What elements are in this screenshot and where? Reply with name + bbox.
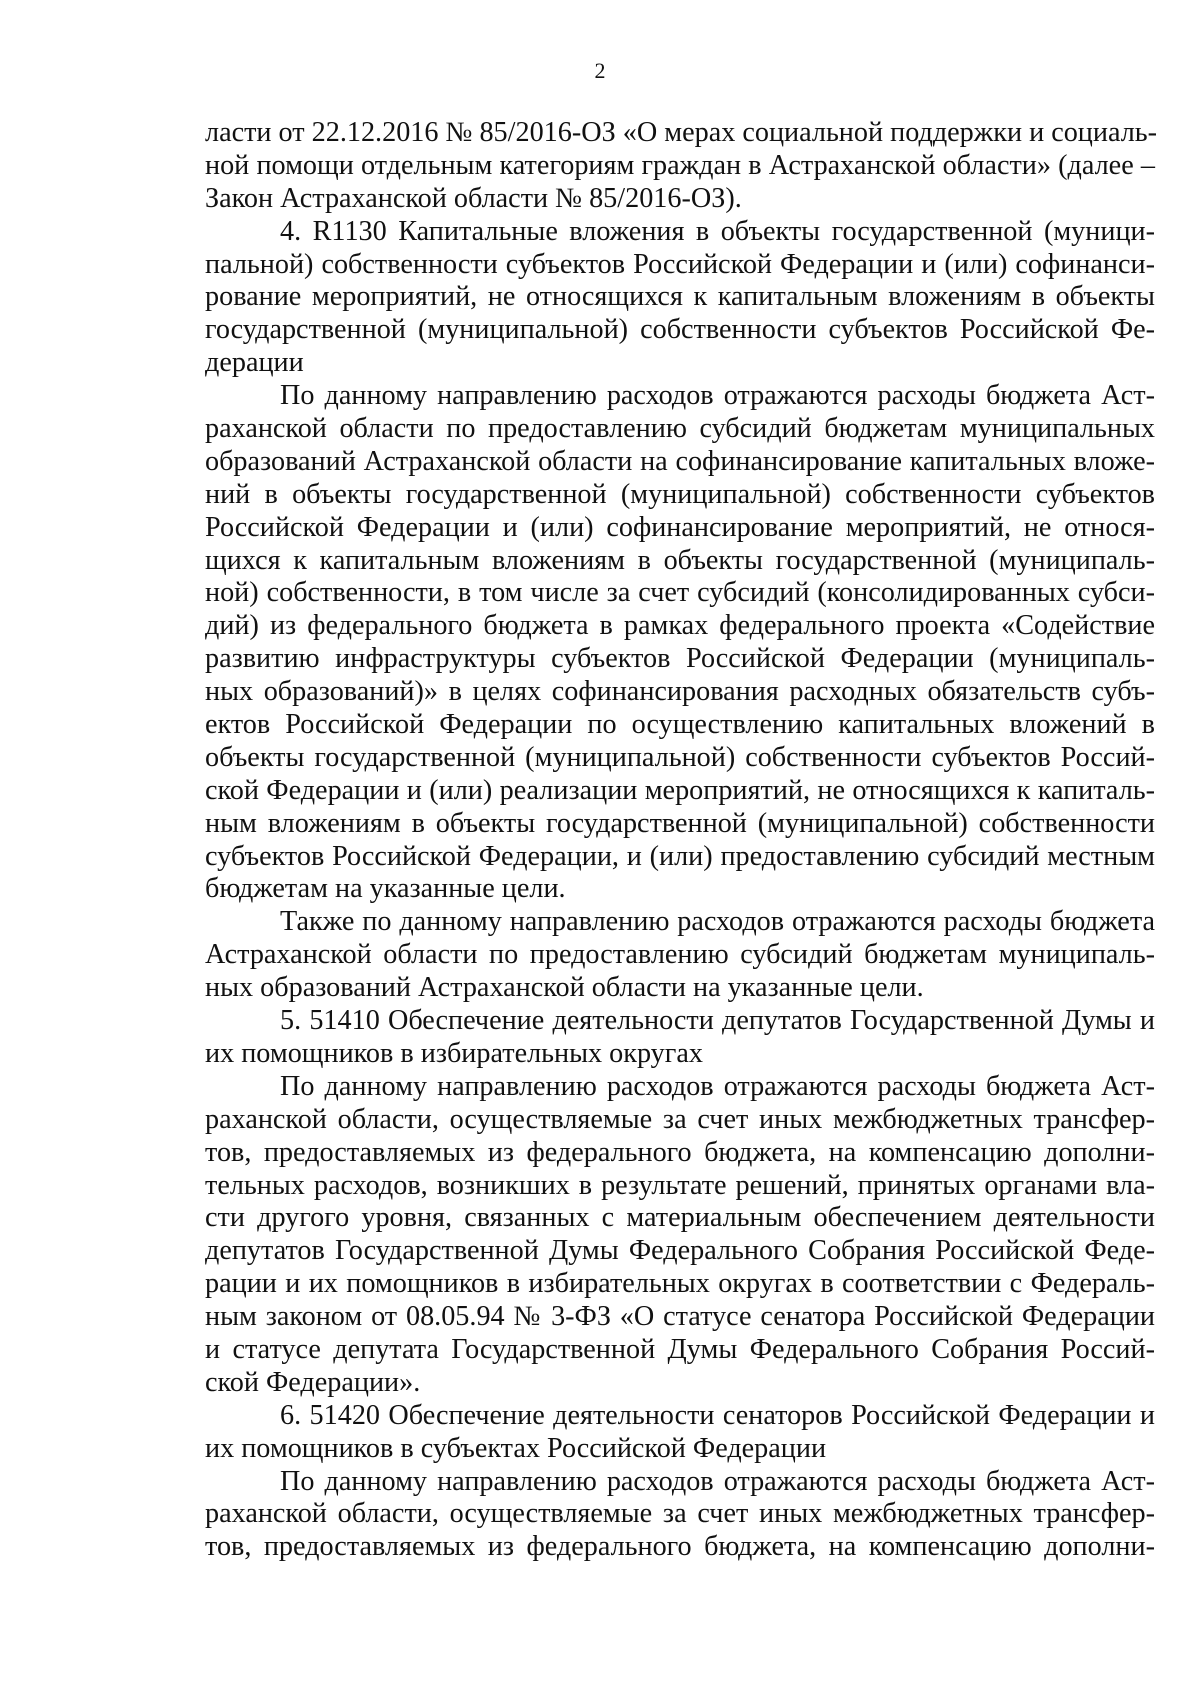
text-line: тельных расходов, возникших в результате решений, принятых органами вла- xyxy=(205,1169,1155,1201)
text-line: ным законом от 08.05.94 № 3-ФЗ «О статусе сенатора Российской Федерации xyxy=(205,1301,1155,1333)
text-line: рации и их помощников в избирательных округах в соответствии с Федераль- xyxy=(205,1268,1155,1300)
text-line: раханской области, осуществляемые за счет иных межбюджетных трансфер- xyxy=(205,1498,1155,1530)
text-line: объекты государственной (муниципальной) собственности субъектов Россий- xyxy=(205,741,1155,773)
text-line: тов, предоставляемых из федерального бюджета, на компенсацию дополни- xyxy=(205,1136,1155,1168)
section-heading-line: пальной) собственности субъектов Российской Федерации и (или) софинанси- xyxy=(205,248,1155,280)
text-line: ектов Российской Федерации по осуществлению капитальных вложений в xyxy=(205,709,1155,741)
section-heading-line: государственной (муниципальной) собственности субъектов Российской Фе- xyxy=(205,314,1155,346)
text-line: ской Федерации». xyxy=(205,1366,421,1398)
text-line: раханской области по предоставлению субсидий бюджетам муниципальных xyxy=(205,413,1155,445)
text-line: щихся к капитальным вложениям в объекты государственной (муниципаль- xyxy=(205,544,1155,576)
text-line: ской Федерации и (или) реализации мероприятий, не относящихся к капиталь- xyxy=(205,774,1155,806)
text-line: образований Астраханской области на софинансирование капитальных вложе- xyxy=(205,445,1155,477)
text-line: тов, предоставляемых из федерального бюджета, на компенсацию дополни- xyxy=(205,1531,1155,1563)
text-line: и статусе депутата Государственной Думы Федерального Собрания Россий- xyxy=(205,1333,1155,1365)
text-line: бюджетам на указанные цели. xyxy=(205,873,566,905)
text-line: ласти от 22.12.2016 № 85/2016-ОЗ «О мерах социальной поддержки и социаль- xyxy=(205,117,1158,148)
section-heading-line: 4. R1130 Капитальные вложения в объекты государственной (муници- xyxy=(280,215,1155,247)
section-heading-line: рование мероприятий, не относящихся к капитальным вложениям в объекты xyxy=(205,281,1155,313)
text-line: По данному направлению расходов отражаются расходы бюджета Аст- xyxy=(280,1465,1155,1497)
text-line: раханской области, осуществляемые за счет иных межбюджетных трансфер- xyxy=(205,1103,1155,1135)
text-line: ний в объекты государственной (муниципальной) собственности субъектов xyxy=(205,478,1155,510)
text-line: ных образований)» в целях софинансирования расходных обязательств субъ- xyxy=(205,676,1155,708)
section-heading-line: 6. 51420 Обеспечение деятельности сенаторов Российской Федерации и xyxy=(280,1399,1155,1431)
text-line: Российской Федерации и (или) софинансирование мероприятий, не относя- xyxy=(205,511,1155,543)
text-line: ной) собственности, в том числе за счет субсидий (консолидированных субси- xyxy=(205,577,1155,609)
section-heading-line: дерации xyxy=(205,347,304,379)
section-heading-line: их помощников в субъектах Российской Федерации xyxy=(205,1432,827,1464)
body-text xyxy=(205,117,1158,1564)
text-line: ной помощи отдельным категориям граждан в Астраханской области» (далее – xyxy=(205,149,1155,181)
text-line: развитию инфраструктуры субъектов Российской Федерации (муниципаль- xyxy=(205,643,1155,675)
text-line: Также по данному направлению расходов отражаются расходы бюджета xyxy=(280,906,1155,938)
page-number: 2 xyxy=(594,58,606,83)
section-heading-line: их помощников в избирательных округах xyxy=(205,1037,703,1069)
text-line: депутатов Государственной Думы Федерального Собрания Российской Феде- xyxy=(205,1235,1155,1267)
text-line: сти другого уровня, связанных с материальным обеспечением деятельности xyxy=(205,1202,1155,1234)
text-line: ных образований Астраханской области на указанные цели. xyxy=(205,972,924,1004)
section-heading-line: 5. 51410 Обеспечение деятельности депутатов Государственной Думы и xyxy=(280,1005,1155,1037)
text-line: субъектов Российской Федерации, и (или) предоставлению субсидий местным xyxy=(205,840,1155,872)
text-line: Закон Астраханской области № 85/2016-ОЗ). xyxy=(205,182,742,214)
text-line: ным вложениям в объекты государственной (муниципальной) собственности xyxy=(205,807,1155,839)
text-line: По данному направлению расходов отражаются расходы бюджета Аст- xyxy=(280,380,1155,412)
text-line: дий) из федерального бюджета в рамках федерального проекта «Содействие xyxy=(205,610,1155,642)
text-line: Астраханской области по предоставлению субсидий бюджетам муниципаль- xyxy=(205,939,1155,971)
text-line: По данному направлению расходов отражаются расходы бюджета Аст- xyxy=(280,1070,1155,1102)
